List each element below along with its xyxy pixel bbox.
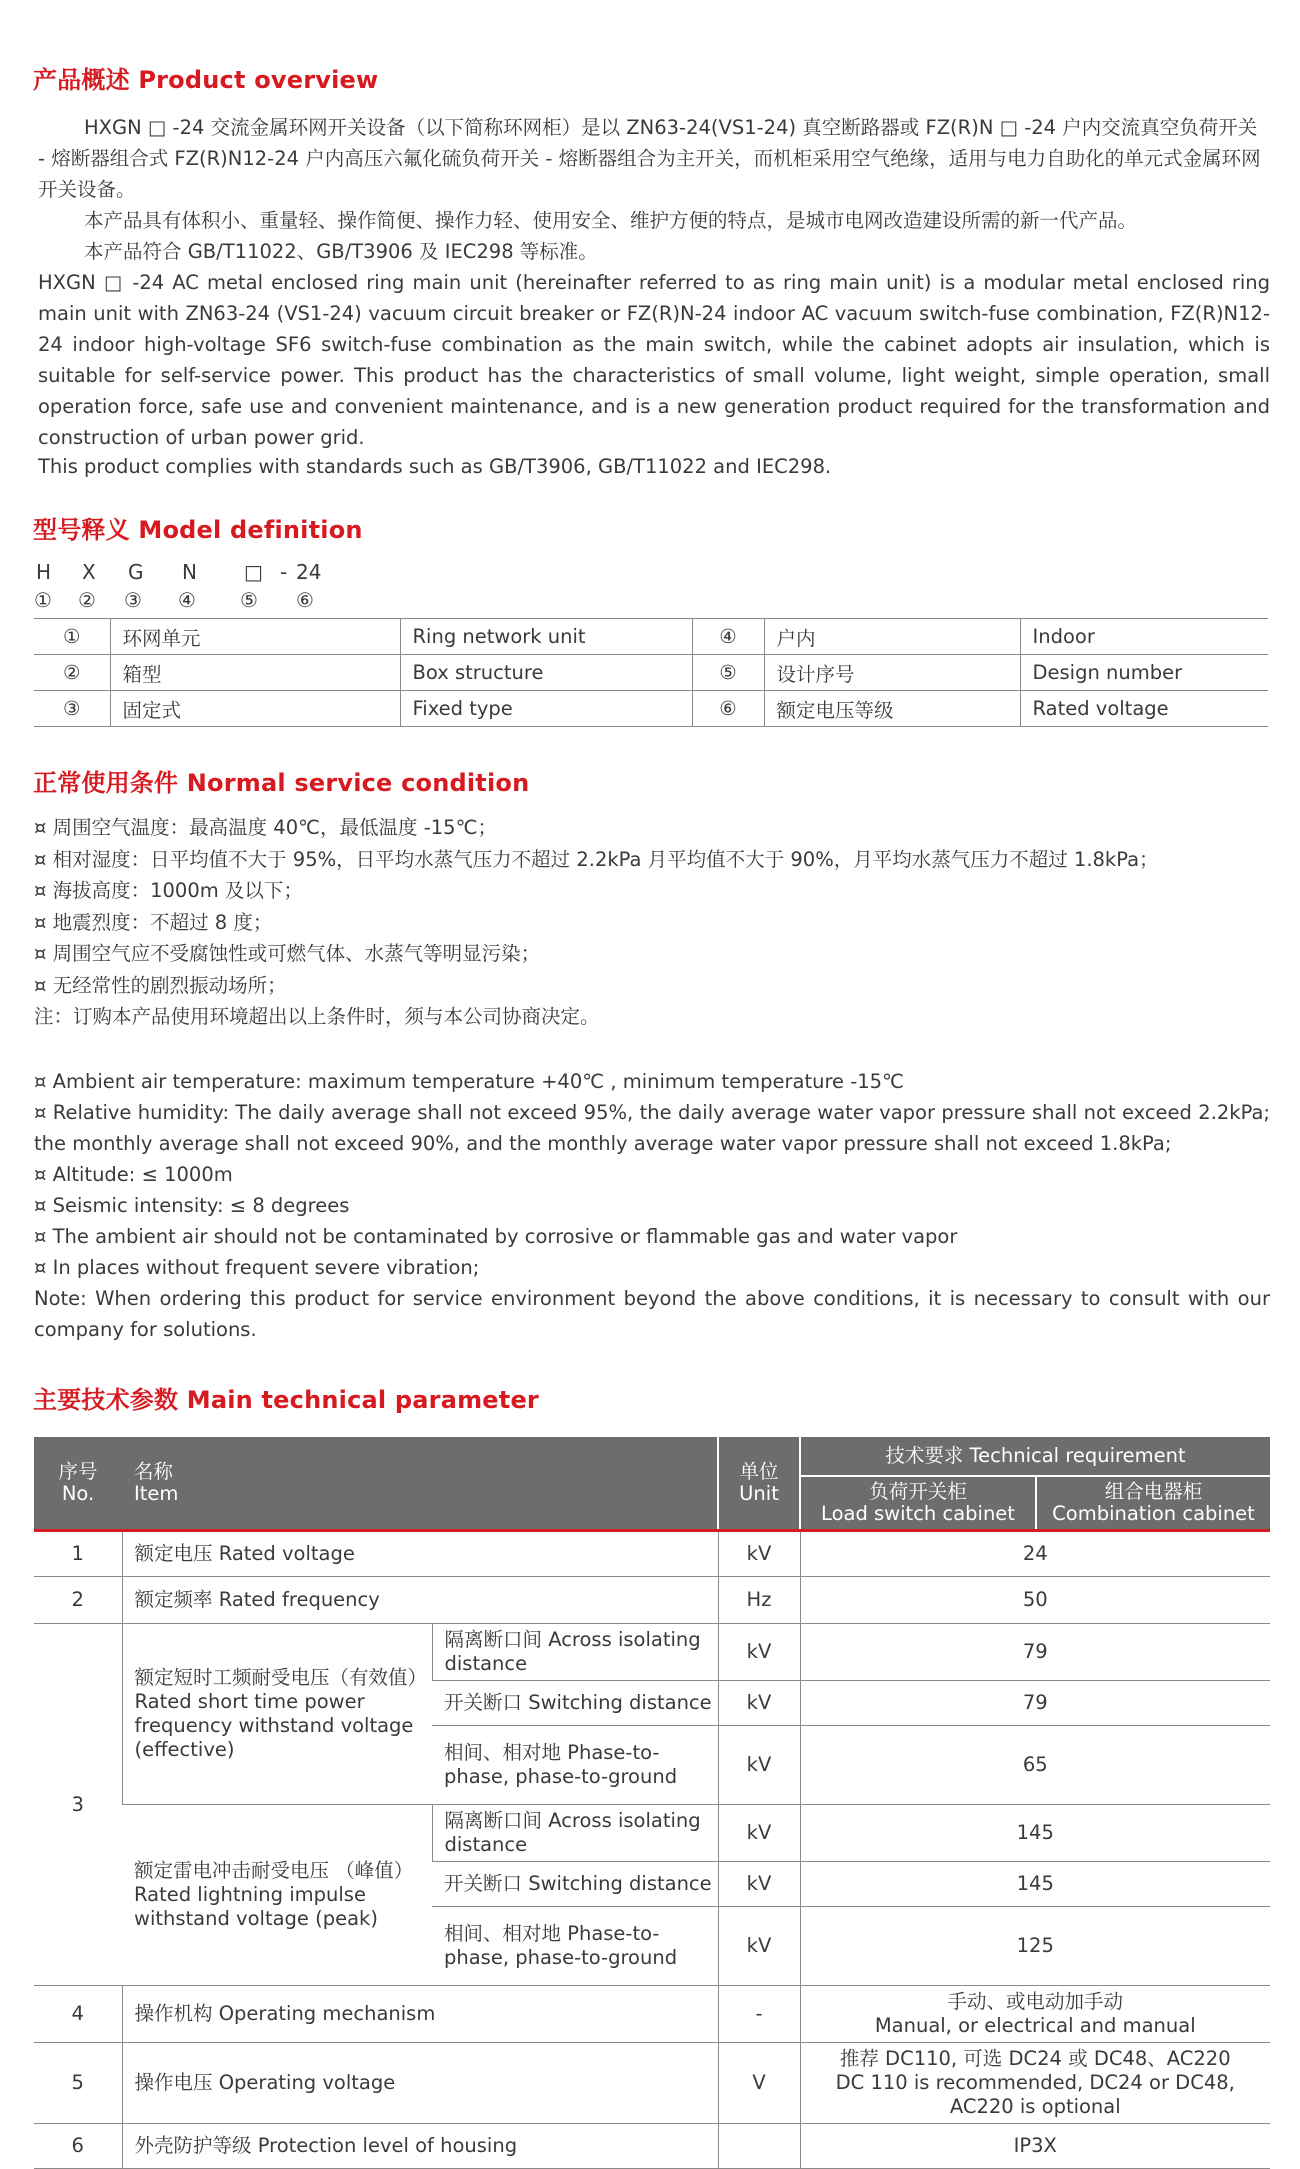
table-row — [34, 1577, 1270, 1624]
list-item: ¤ Seismic intensity: ≤ 8 degrees — [34, 1194, 350, 1217]
cell-no: 1 — [34, 1531, 122, 1577]
cell-num: ① — [34, 619, 110, 655]
cell-unit: kV — [718, 1726, 800, 1805]
cell-en: Ring network unit — [400, 619, 692, 655]
table-row — [34, 1805, 1270, 1862]
model-letter: - — [280, 560, 288, 584]
overview-cn-paragraph-3: 本产品符合 GB/T11022、GB/T3906 及 IEC298 等标准。 — [84, 240, 598, 263]
cell-en: Indoor — [1020, 619, 1268, 655]
header-no-cn: 序号 — [58, 1460, 98, 1483]
cell-cn: 箱型 — [110, 655, 400, 691]
cell-value: 145 — [800, 1805, 1270, 1862]
header-unit-cn: 单位 — [739, 1460, 779, 1483]
cell-sub-item: 隔离断口间 Across isolating distance — [432, 1624, 718, 1681]
cell-value: IP3X — [800, 2124, 1270, 2169]
list-item: ¤ 地震烈度：不超过 8 度； — [34, 910, 273, 934]
list-item: ¤ Relative humidity: The daily average shall not exceed 95%, the daily average water vapor pressure shall not exceed 2.2kPa; the monthly average shall not exceed 90%, and the monthly average water vapor pressure shall not exceed 1.8kPa; — [34, 1101, 1270, 1155]
cell-cn: 设计序号 — [764, 655, 1020, 691]
cell-unit: Hz — [718, 1577, 800, 1624]
cell-num: ② — [34, 655, 110, 691]
cell-num: ④ — [692, 619, 764, 655]
cell-en: Box structure — [400, 655, 692, 691]
cell-unit: kV — [718, 1907, 800, 1986]
cell-cn: 户内 — [764, 619, 1020, 655]
model-number: ③ — [124, 588, 142, 612]
cell-item: 操作电压 Operating voltage — [122, 2043, 718, 2124]
cell-unit: kV — [718, 1805, 800, 1862]
model-title: 型号释义 Model definition — [33, 516, 363, 544]
cell-value: 79 — [800, 1681, 1270, 1726]
value-en: DC 110 is recommended, DC24 or DC48, AC220 is optional — [835, 2071, 1235, 2118]
overview-title: 产品概述 Product overview — [33, 66, 379, 94]
cell-en: Rated voltage — [1020, 691, 1268, 727]
value-cn: 推荐 DC110, 可选 DC24 或 DC48、AC220 — [839, 2047, 1231, 2070]
table-row — [34, 1986, 1270, 2043]
table-row — [34, 2124, 1270, 2169]
cell-no: 2 — [34, 1577, 122, 1624]
header-no-en: No. — [61, 1482, 95, 1505]
cell-value: 50 — [800, 1577, 1270, 1624]
overview-cn-paragraph-1: HXGN □ -24 交流金属环网开关设备（以下简称环网柜）是以 ZN63-24(VS1-24) 真空断路器或 FZ(R)N □ -24 户内交流真空负荷开关 - 熔断器组合式 FZ(R)N12-24 户内高压六氟化硫负荷开关 - 熔断器组合为主开关，而机柜采用空气绝缘，适用与电力自助化的单元式金属环网开关设备。 — [38, 116, 1261, 201]
cell-unit — [718, 2124, 800, 2169]
cell-no: 6 — [34, 2124, 122, 2169]
cell-cn: 固定式 — [110, 691, 400, 727]
table-row — [34, 655, 1268, 691]
cell-cn: 额定电压等级 — [764, 691, 1020, 727]
header-no — [34, 1437, 122, 1531]
list-item: ¤ 周围空气应不受腐蚀性或可燃气体、水蒸气等明显污染； — [34, 942, 541, 965]
cell-item: 额定频率 Rated frequency — [122, 1577, 718, 1624]
list-item: 注：订购本产品使用环境超出以上条件时，须与本公司协商决定。 — [34, 1005, 600, 1028]
cell-num: ⑥ — [692, 691, 764, 727]
cell-item: 操作机构 Operating mechanism — [122, 1986, 718, 2043]
cell-no: 3 — [34, 1624, 122, 1986]
cell-sub-item: 隔离断口间 Across isolating distance — [432, 1805, 718, 1862]
table-row — [34, 691, 1268, 727]
list-item: ¤ 周围空气温度：最高温度 40℃，最低温度 -15℃； — [34, 816, 497, 839]
cell-item-group-1: 额定短时工频耐受电压（有效值）Rated short time power frequency withstand voltage (effective) — [122, 1624, 432, 1805]
cell-no: 4 — [34, 1986, 122, 2043]
model-number: ⑤ — [240, 588, 258, 612]
model-number: ② — [78, 588, 96, 612]
condition-list-cn — [34, 812, 1270, 1033]
header-load-en: Load switch cabinet — [821, 1502, 1015, 1525]
cell-num: ⑤ — [692, 655, 764, 691]
list-item: ¤ Ambient air temperature: maximum temperature +40℃ , minimum temperature -15℃ — [34, 1070, 904, 1093]
cell-unit: kV — [718, 1862, 800, 1907]
model-letter: 24 — [296, 560, 322, 584]
table-row — [34, 1531, 1270, 1577]
overview-en-paragraph-1: HXGN □ -24 AC metal enclosed ring main unit (hereinafter referred to as ring main unit) is a modular metal enclosed ring main unit with ZN63-24 (VS1-24) vacuum circuit breaker or FZ(R)N-24 indoor AC vacuum switch-fuse combination, FZ(R)N12-24 indoor high-voltage SF6 switch-fuse combination as the main switch, while the cabinet adopts air insulation, which is suitable for self-service power. This product has the characteristics of small volume, light weight, simple operation, small operation force, safe use and convenient maintenance, and is a new generation product required for the transformation and construction of urban power grid. — [38, 271, 1270, 449]
model-number: ⑥ — [296, 588, 314, 612]
header-load-cn: 负荷开关柜 — [869, 1480, 967, 1503]
list-item: ¤ In places without frequent severe vibration; — [34, 1256, 480, 1279]
header-item-en: Item — [134, 1482, 179, 1505]
model-number: ④ — [178, 588, 196, 612]
cell-num: ③ — [34, 691, 110, 727]
table-header-row — [34, 1437, 1270, 1476]
value-en: Manual, or electrical and manual — [874, 2014, 1196, 2037]
cell-en: Fixed type — [400, 691, 692, 727]
model-letter: G — [128, 560, 144, 584]
list-item: Note: When ordering this product for service environment beyond the above conditions, it is necessary to consult with our company for solutions. — [34, 1287, 1270, 1341]
technical-parameter-table — [34, 1437, 1270, 2169]
header-unit — [718, 1437, 800, 1531]
cell-en: Design number — [1020, 655, 1268, 691]
header-combination — [1036, 1476, 1270, 1531]
cell-value — [800, 2043, 1270, 2124]
cell-value: 24 — [800, 1531, 1270, 1577]
cell-sub-item: 开关断口 Switching distance — [432, 1681, 718, 1726]
header-item-cn: 名称 — [134, 1460, 174, 1483]
condition-list-en — [34, 1066, 1270, 1345]
cell-cn: 环网单元 — [110, 619, 400, 655]
model-letter: X — [82, 560, 96, 584]
cell-unit: V — [718, 2043, 800, 2124]
cell-unit: kV — [718, 1681, 800, 1726]
cell-unit: kV — [718, 1624, 800, 1681]
cell-value: 79 — [800, 1624, 1270, 1681]
model-letter: N — [182, 560, 197, 584]
list-item: ¤ 海拔高度：1000m 及以下； — [34, 879, 303, 902]
cell-sub-item: 相间、相对地 Phase-to-phase, phase-to-ground — [432, 1907, 718, 1986]
table-row — [34, 619, 1268, 655]
list-item: ¤ Altitude: ≤ 1000m — [34, 1163, 233, 1186]
model-number: ① — [34, 588, 52, 612]
table-row — [34, 1624, 1270, 1681]
cell-sub-item: 相间、相对地 Phase-to-phase, phase-to-ground — [432, 1726, 718, 1805]
cell-value — [800, 1986, 1270, 2043]
header-comb-cn: 组合电器柜 — [1104, 1480, 1203, 1503]
header-load-switch — [800, 1476, 1036, 1531]
header-comb-en: Combination cabinet — [1052, 1502, 1255, 1525]
condition-title: 正常使用条件 Normal service condition — [33, 769, 530, 797]
cell-item: 外壳防护等级 Protection level of housing — [122, 2124, 718, 2169]
cell-unit: - — [718, 1986, 800, 2043]
cell-sub-item: 开关断口 Switching distance — [432, 1862, 718, 1907]
overview-cn-paragraph-2: 本产品具有体积小、重量轻、操作简便、操作力轻、使用安全、维护方便的特点，是城市电网改造建设所需的新一代产品。 — [84, 209, 1138, 232]
header-item — [122, 1437, 718, 1531]
cell-item: 额定电压 Rated voltage — [122, 1531, 718, 1577]
cell-no: 5 — [34, 2043, 122, 2124]
header-unit-en: Unit — [739, 1482, 779, 1505]
model-letter: □ — [244, 560, 263, 584]
tech-title: 主要技术参数 Main technical parameter — [33, 1386, 539, 1414]
cell-value: 125 — [800, 1907, 1270, 1986]
table-row — [34, 2043, 1270, 2124]
cell-value: 145 — [800, 1862, 1270, 1907]
model-definition-table — [34, 618, 1268, 727]
cell-unit: kV — [718, 1531, 800, 1577]
value-cn: 手动、或电动加手动 — [947, 1990, 1123, 2013]
header-requirement: 技术要求 Technical requirement — [800, 1437, 1270, 1476]
overview-en-paragraph-2: This product complies with standards such as GB/T3906, GB/T11022 and IEC298. — [38, 455, 832, 478]
model-letter: H — [36, 560, 52, 584]
cell-item-group-2: 额定雷电冲击耐受电压 （峰值）Rated lightning impulse withstand voltage (peak) — [122, 1805, 432, 1986]
list-item: ¤ 无经常性的剧烈振动场所； — [34, 973, 287, 997]
list-item: ¤ The ambient air should not be contaminated by corrosive or flammable gas and water vapor — [34, 1225, 958, 1248]
list-item: ¤ 相对湿度：日平均值不大于 95%，日平均水蒸气压力不超过 2.2kPa 月平均值不大于 90%，月平均水蒸气压力不超过 1.8kPa； — [34, 847, 1159, 871]
cell-value: 65 — [800, 1726, 1270, 1805]
